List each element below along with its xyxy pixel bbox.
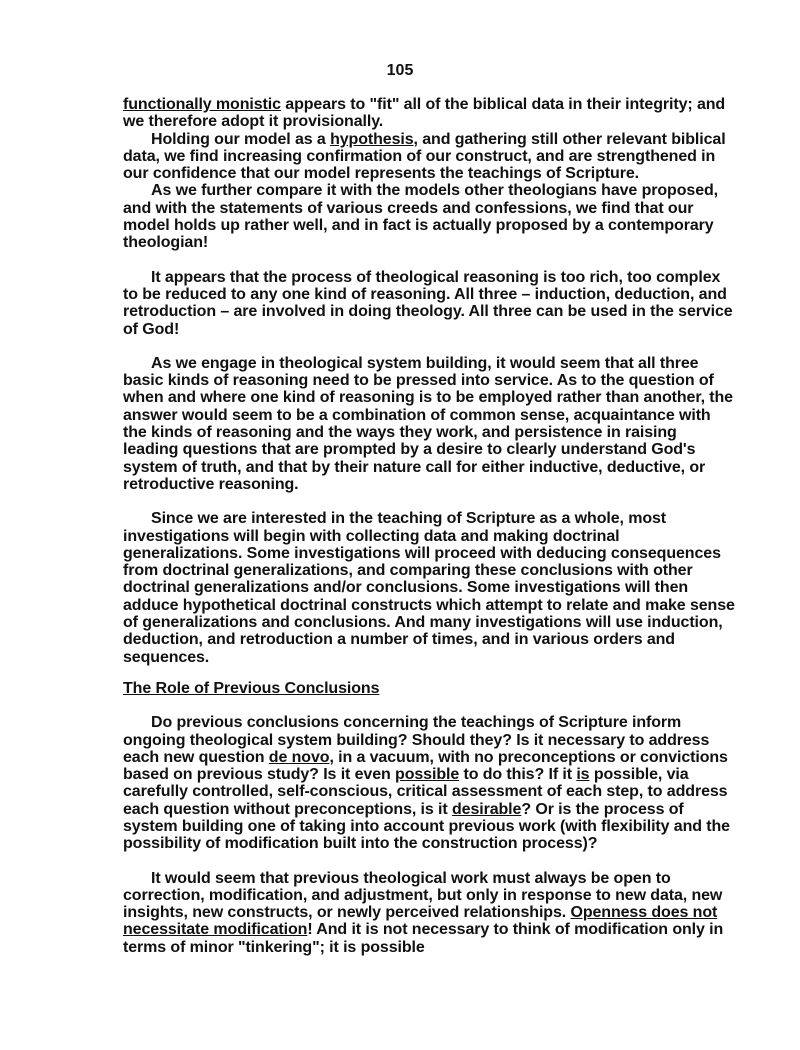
section-heading: The Role of Previous Conclusions xyxy=(123,679,380,697)
paragraph-4: It appears that the process of theological reasoning is too rich, too complex to be reduced to any one kind of reasoning. All three – induction, deduction, and retroduction – are involved in doing theology. All three can be used in the service of God! xyxy=(123,268,733,338)
underlined-term: is xyxy=(576,766,590,784)
paragraph-6: Since we are interested in the teaching of Scripture as a whole, most investigations will begin with collecting data and making doctrinal generalizations. Some investigations will proceed with deducing consequences from doctrinal generalizations, and comparing these conclusions with other doctrinal generalizations and/or conclusions. Some investigations will then adduce hypothetical doctrinal constructs which attempt to relate and make sense of generalizations and conclusions. And many investigations will use induction, deduction, and retroduction a number of times, and in various orders and sequences. xyxy=(123,510,735,666)
underlined-term: Openness does not necessitate modification xyxy=(123,904,718,939)
document-body xyxy=(123,96,735,956)
paragraph-1 xyxy=(123,96,735,131)
paragraph-7 xyxy=(123,714,735,852)
paragraph-5: As we engage in theological system building, it would seem that all three basic kinds of reasoning need to be pressed into service. As to the question of when and where one kind of reasoning is to be employed rather than another, the answer would seem to be a combination of common sense, acquaintance with the kinds of reasoning and the ways they work, and persistence in raising leading questions that are prompted by a desire to clearly understand God's system of truth, and that by their nature call for either inductive, deductive, or retroductive reasoning. xyxy=(123,354,733,493)
paragraph-text: ! And it is not necessary to think of modification only in terms of minor "tinkering"; it is possible xyxy=(123,921,724,956)
paragraph-text: It would seem that previous theological work must always be open to correction, modification, and adjustment, but only in response to new data, new insights, new constructs, or newly perceived relationships. xyxy=(123,869,723,922)
underlined-term: desirable xyxy=(451,800,522,818)
paragraph-text: Holding our model as a xyxy=(151,130,331,148)
underlined-term: functionally monistic xyxy=(123,96,281,113)
underlined-term: possible xyxy=(395,766,460,784)
paragraph-3: As we further compare it with the models other theologians have proposed, and with the statements of various creeds and confessions, we find that our model holds up rather well, and in fact is actually proposed by a contemporary theologian! xyxy=(123,182,719,252)
underlined-term: de novo xyxy=(268,748,330,766)
paragraph-text: appears to "fit" all of the biblical data in their integrity; and we therefore adopt it provisionally. xyxy=(123,96,726,131)
paragraph-text: Do previous conclusions concerning the teachings of Scripture inform ongoing theological system building? Should they? Is it necessary to address each new question xyxy=(123,714,710,766)
paragraph-text: , and gathering still other relevant biblical data, we find increasing confirmation of our construct, and are strengthened in our confidence that our model represents the teachings of Scripture. xyxy=(123,130,726,183)
paragraph-text: possible, via carefully controlled, self-conscious, critical assessment of each step, to address each question without preconceptions, is it xyxy=(123,766,728,818)
paragraph-text: , in a vacuum, with no preconceptions or convictions based on previous study? Is it even xyxy=(123,748,728,784)
underlined-term: hypothesis xyxy=(330,130,414,148)
paragraph-8 xyxy=(123,870,735,956)
paragraph-text: to do this? If it xyxy=(459,766,577,784)
paragraph-text: ? Or is the process of system building one of taking into account previous work (with flexibility and the possibility of modification built into the construction process)? xyxy=(123,800,730,853)
page-number: 105 xyxy=(386,62,414,79)
paragraph-2 xyxy=(123,131,735,183)
